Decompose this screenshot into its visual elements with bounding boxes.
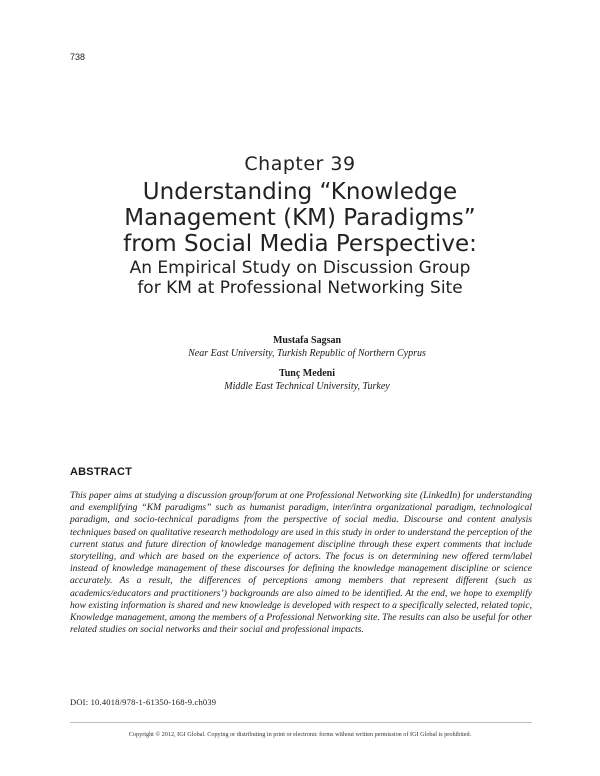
- chapter-title-line: Understanding “Knowledge: [142, 179, 458, 205]
- abstract-text: This paper aims at studying a discussion group/forum at one Professional Networking site (LinkedIn) for understanding and exemplifying “KM paradigms” such as humanist paradigm, inter/intra organizational paradigm, technological paradigm, and socio-technical paradigms from the perspective of social media. Discourse and content analysis techniques based on qualitative research methodology are used in this study in order to understand the perception of the current status and future direction of knowledge management discipline through these expert comments that include storytelling, and which are based on the experience of actors. The focus is on determining new offered term/label instead of knowledge management of these discourses for defining the knowledge management discipline or science accurately. As a result, the differences of perceptions among members that represent different (such as academics/educators and practitioners’) backgrounds are also aimed to be identified. At the end, we hope to exemplify how existing information is shared and new knowledge is developed with respect to a specifically selected, related topic, Knowledge management, among the members of a Professional Networking site. The results can also be useful for other related studies on social networks and their social and professional impacts.: [70, 490, 532, 636]
- copyright-notice: Copyright © 2012, IGI Global. Copying or distributing in print or electronic forms without written permission of IGI Global is prohibited.: [128, 731, 472, 738]
- page-number: 738: [70, 52, 86, 62]
- title-block: [40, 152, 560, 298]
- chapter-subtitle-line: An Empirical Study on Discussion Group: [129, 258, 471, 278]
- footer-divider: [70, 722, 532, 723]
- chapter-title-line: from Social Media Perspective:: [123, 231, 477, 257]
- chapter-subtitle: [40, 258, 560, 298]
- author-affiliation: Middle East Technical University, Turkey: [224, 381, 390, 392]
- abstract-heading: ABSTRACT: [70, 466, 133, 478]
- author-name: Tunç Medeni: [278, 368, 336, 379]
- author-affiliation: Near East University, Turkish Republic of Northern Cyprus: [188, 348, 426, 359]
- author-name: Mustafa Sagsan: [272, 335, 342, 346]
- chapter-title-line: Management (KM) Paradigms”: [124, 205, 476, 231]
- doi-text: DOI: 10.4018/978-1-61350-168-9.ch039: [70, 697, 217, 707]
- chapter-subtitle-line: for KM at Professional Networking Site: [137, 278, 463, 298]
- chapter-title: [40, 179, 560, 257]
- chapter-label: Chapter 39: [244, 153, 356, 175]
- author-list: [40, 334, 560, 400]
